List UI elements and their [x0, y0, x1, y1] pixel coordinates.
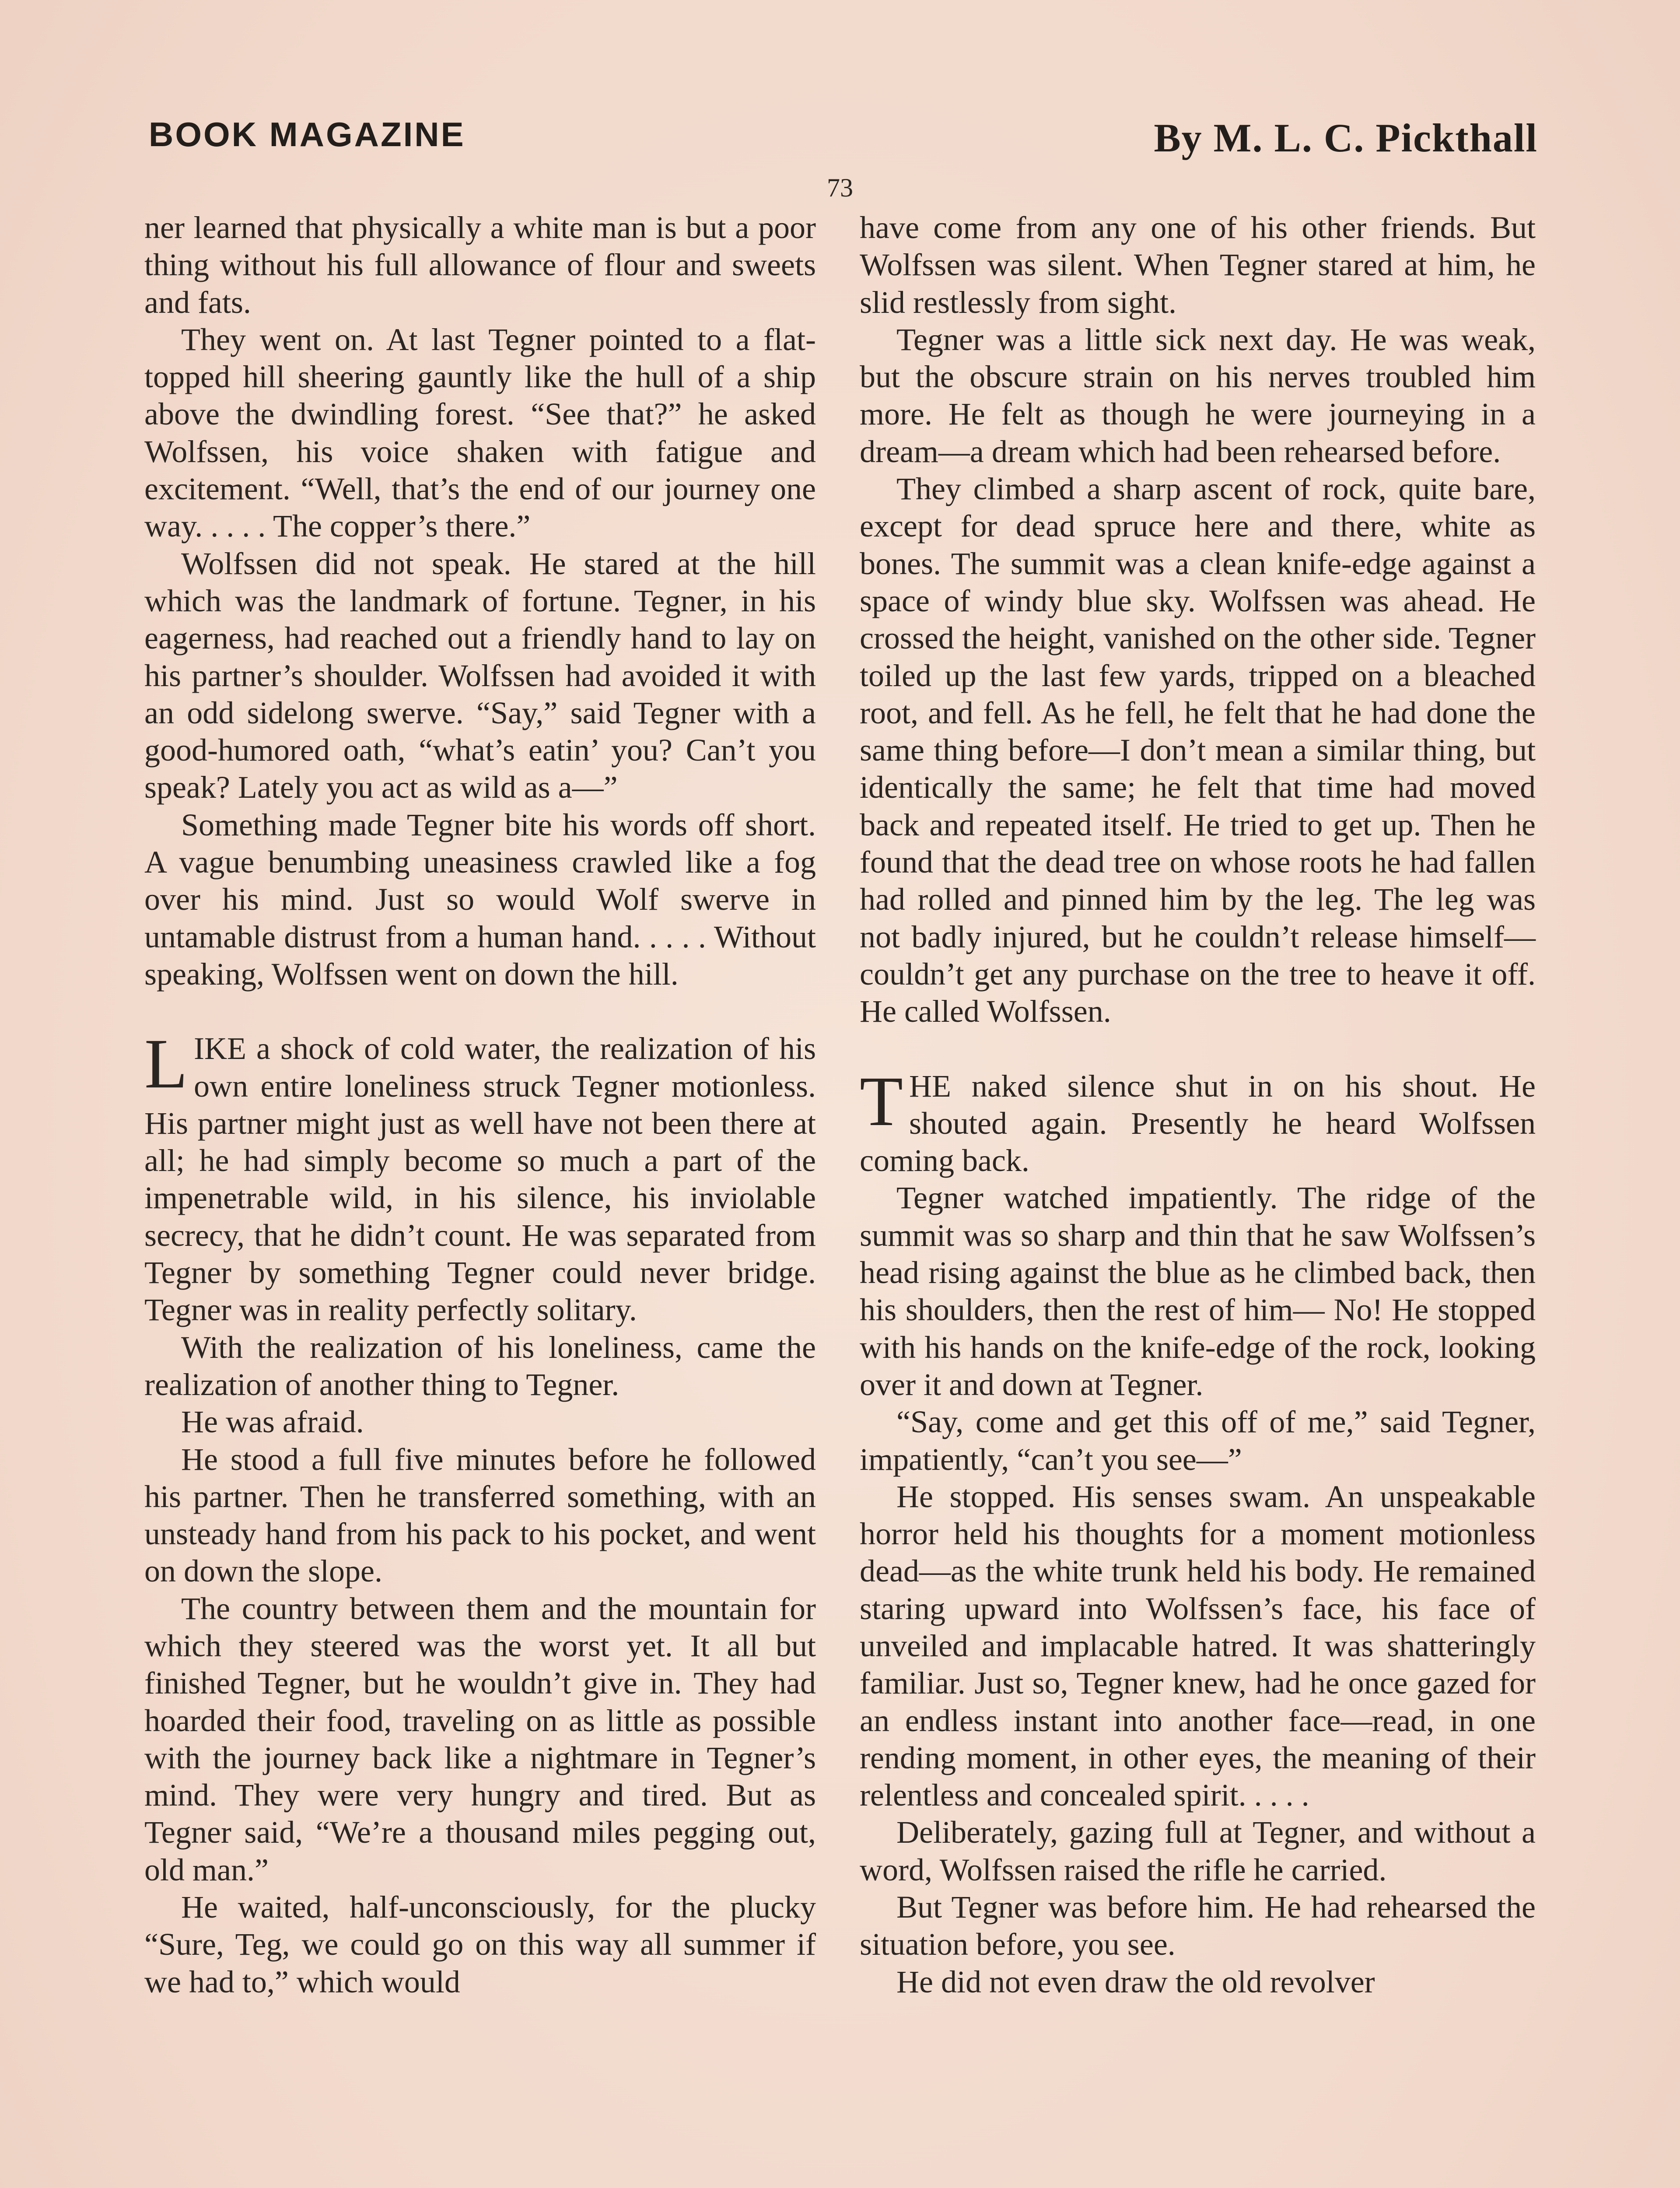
paragraph: They climbed a sharp ascent of rock, quite bare, except for dead spruce here and there, white as bones. The summit was a clean knife-edge against a space of windy blue sky. Wolfssen was ahead. He crossed the height, vanished on the other side. Tegner toiled up the last few yards, tripped on a bleached root, and fell. As he fell, he felt that he had done the same thing before—I don’t mean a similar thing, but identically the same; he felt that time had moved back and repeated itself. He tried to get up. Then he found that the dead tree on whose roots he had fallen had rolled and pinned him by the leg. The leg was not badly injured, but he couldn’t release himself—couldn’t get any purchase on the tree to heave it off. He called Wolfssen. [860, 471, 1536, 1029]
paragraph: The country between them and the mountain for which they steered was the worst yet. It all but finished Tegner, but he wouldn’t give in. They had hoarded their food, traveling on as little as possible with the journey back like a nightmare in Tegner’s mind. They were very hungry and tired. But as Tegner said, “We’re a thousand miles pegging out, old man.” [144, 1591, 816, 1887]
header-byline: By M. L. C. Pickthall [1154, 116, 1538, 160]
paragraph [144, 1025, 816, 1329]
paragraph-text: IKE a shock of cold water, the realization of his own entire loneliness struck Tegner motionless. His partner might just as well have not been there at all; he had simply become so much a part of the impenetrable wild, in his silence, his inviolable secrecy, that he didn’t count. He was separated from Tegner by something Tegner could never bridge. Tegner was in reality perfectly solitary. [144, 1031, 816, 1328]
paragraph: With the realization of his loneliness, came the realization of another thing to Tegner. [144, 1329, 816, 1402]
paragraph-text: HE naked silence shut in on his shout. He shouted again. Presently he heard Wolfssen coming back. [860, 1068, 1536, 1178]
paragraph: He was afraid. [181, 1404, 364, 1440]
paragraph [860, 1062, 1536, 1180]
paragraph: Wolfssen did not speak. He stared at the hill which was the landmark of fortune. Tegner, in his eagerness, had reached out a friendly hand to lay on his partner’s shoulder. Wolfssen had avoided it with an odd sidelong swerve. “Say,” said Tegner with a good-humored oath, “what’s eatin’ you? Can’t you speak? Lately you act as wild as a—” [144, 546, 816, 805]
page-number: 73 [827, 173, 853, 202]
section-break [860, 1031, 1536, 1068]
header-publication: BOOK MAGAZINE [149, 115, 466, 154]
paragraph: Tegner was a little sick next day. He was weak, but the obscure strain on his nerves troubled him more. He felt as though he were journeying in a dream—a dream which had been rehearsed before. [860, 322, 1536, 469]
drop-cap: L [144, 1025, 188, 1104]
left-column [144, 209, 816, 2001]
paragraph: He stopped. His senses swam. An unspeakable horror held his thoughts for a moment motionless dead—as the white trunk held his body. He remained staring upward into Wolfssen’s face, his face of unveiled and implacable hatred. It was shatteringly familiar. Just so, Tegner knew, had he once gazed for an endless instant into another face—read, in one rending moment, in other eyes, the meaning of their relentless and concealed spirit. . . . . [860, 1479, 1536, 1813]
paragraph: “Say, come and get this off of me,” said Tegner, impatiently, “can’t you see—” [860, 1404, 1536, 1477]
paragraph: He waited, half-unconsciously, for the plucky “Sure, Teg, we could go on this way all summer if we had to,” which would [144, 1890, 816, 1999]
paragraph: They went on. At last Tegner pointed to a flat-topped hill sheering gauntly like the hull of a ship above the dwindling forest. “See that?” he asked Wolfssen, his voice shaken with fatigue and excitement. “Well, that’s the end of our journey one way. . . . . The copper’s there.” [144, 322, 816, 544]
drop-cap: T [860, 1062, 903, 1141]
paragraph: He did not even draw the old revolver [896, 1964, 1375, 1999]
paragraph: He stood a full five minutes before he followed his partner. Then he transferred something, with an unsteady hand from his pack to his pocket, and went on down the slope. [144, 1441, 816, 1589]
paragraph: Deliberately, gazing full at Tegner, and without a word, Wolfssen raised the rifle he carried. [860, 1815, 1536, 1887]
paragraph: But Tegner was before him. He had rehearsed the situation before, you see. [860, 1890, 1536, 1962]
paragraph: ner learned that physically a white man is but a poor thing without his full allowance of flour and sweets and fats. [144, 210, 816, 320]
paragraph: Something made Tegner bite his words off short. A vague benumbing uneasiness crawled like a fog over his mind. Just so would Wolf swerve in untamable distrust from a human hand. . . . . Without speaking, Wolfssen went on down the hill. [144, 807, 816, 992]
paragraph: have come from any one of his other friends. But Wolfssen was silent. When Tegner stared at him, he slid restlessly from sight. [860, 210, 1536, 320]
paragraph: Tegner watched impatiently. The ridge of the summit was so sharp and thin that he saw Wolfssen’s head rising against the blue as he climbed back, then his shoulders, then the rest of him— No! He stopped with his hands on the knife-edge of the rock, looking over it and down at Tegner. [860, 1180, 1536, 1402]
right-column [860, 209, 1536, 2001]
section-break [144, 993, 816, 1030]
